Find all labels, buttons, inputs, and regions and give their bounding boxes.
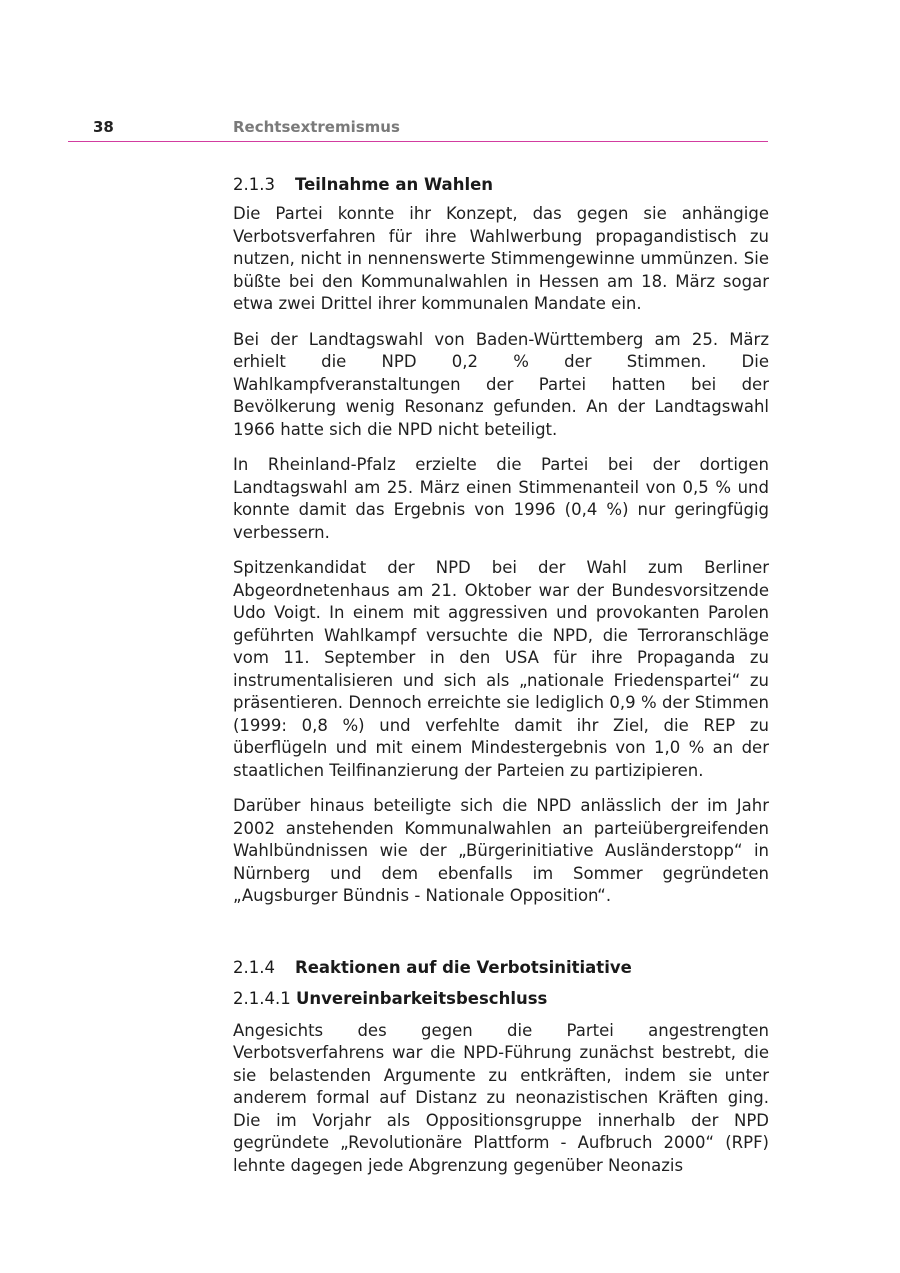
paragraph: In Rheinland-Pfalz erzielte die Partei bei der dortigen Landtagswahl am 25. März einen Stimmenanteil von 0,5 % und konnte damit das Ergebnis von 1996 (0,4 %) nur geringfügig verbessern.	[233, 455, 769, 542]
section-heading-2-1-3	[233, 172, 769, 198]
section-spacer	[233, 921, 769, 955]
paragraph: Darüber hinaus beteiligte sich die NPD anlässlich der im Jahr 2002 anstehenden Kommunalwahlen an parteiübergreifenden Wahlbündnissen wie der „Bürgerinitiative Ausländerstopp“ in Nürnberg und dem ebenfalls im Sommer gegründeten „Augsburger Bündnis - Nationale Opposition“.	[233, 796, 769, 905]
paragraph: Spitzenkandidat der NPD bei der Wahl zum Berliner Abgeordnetenhaus am 21. Oktober war der Bundesvorsitzende Udo Voigt. In einem mit aggressiven und provokanten Parolen geführten Wahlkampf versuchte die NPD, die Terroranschläge vom 11. September in den USA für ihre Propaganda zu instrumentalisieren und sich als „nationale Friedenspartei“ zu präsentieren. Dennoch erreichte sie lediglich 0,9 % der Stimmen (1999: 0,8 %) und verfehlte damit ihr Ziel, die REP zu überflügeln und mit einem Mindestergebnis von 1,0 % an der staatlichen Teilfinanzierung der Parteien zu partizipieren.	[233, 558, 769, 780]
section-number: 2.1.3	[233, 175, 275, 194]
paragraph: Die Partei konnte ihr Konzept, das gegen sie anhängige Verbotsverfahren für ihre Wahlwerbung propagandistisch zu nutzen, nicht in nennenswerte Stimmengewinne ummünzen. Sie büßte bei den Kommunalwahlen in Hessen am 18. März sogar etwa zwei Drittel ihrer kommunalen Mandate ein.	[233, 204, 769, 313]
subsection-title: Unvereinbarkeitsbeschluss	[295, 988, 548, 1008]
page-number: 38	[93, 118, 114, 136]
section-number: 2.1.4	[233, 957, 275, 977]
subsection-number: 2.1.4.1	[233, 988, 291, 1008]
running-head: Rechtsextremismus	[233, 118, 400, 136]
section-heading-2-1-4	[233, 955, 769, 981]
paragraph: Angesichts des gegen die Partei angestrengten Verbotsverfahrens war die NPD-Führung zunächst bestrebt, die sie belastenden Argumente zu entkräften, indem sie unter anderem formal auf Distanz zu neonazistischen Kräften ging. Die im Vorjahr als Oppositionsgruppe innerhalb der NPD gegründete „Revolutionäre Plattform - Aufbruch 2000“ (RPF) lehnte dagegen jede Abgrenzung gegenüber Neonazis	[233, 1020, 769, 1175]
header-rule	[68, 141, 768, 142]
subsection-heading-2-1-4-1	[233, 986, 769, 1012]
section-title: Teilnahme an Wahlen	[295, 175, 494, 194]
paragraph: Bei der Landtagswahl von Baden-Württemberg am 25. März erhielt die NPD 0,2 % der Stimmen. Die Wahlkampfveranstaltungen der Partei hatten bei der Bevölkerung wenig Resonanz gefunden. An der Landtagswahl 1966 hatte sich die NPD nicht beteiligt.	[233, 329, 769, 439]
section-title: Reaktionen auf die Verbotsinitiative	[295, 957, 632, 977]
page-content	[233, 172, 769, 1190]
